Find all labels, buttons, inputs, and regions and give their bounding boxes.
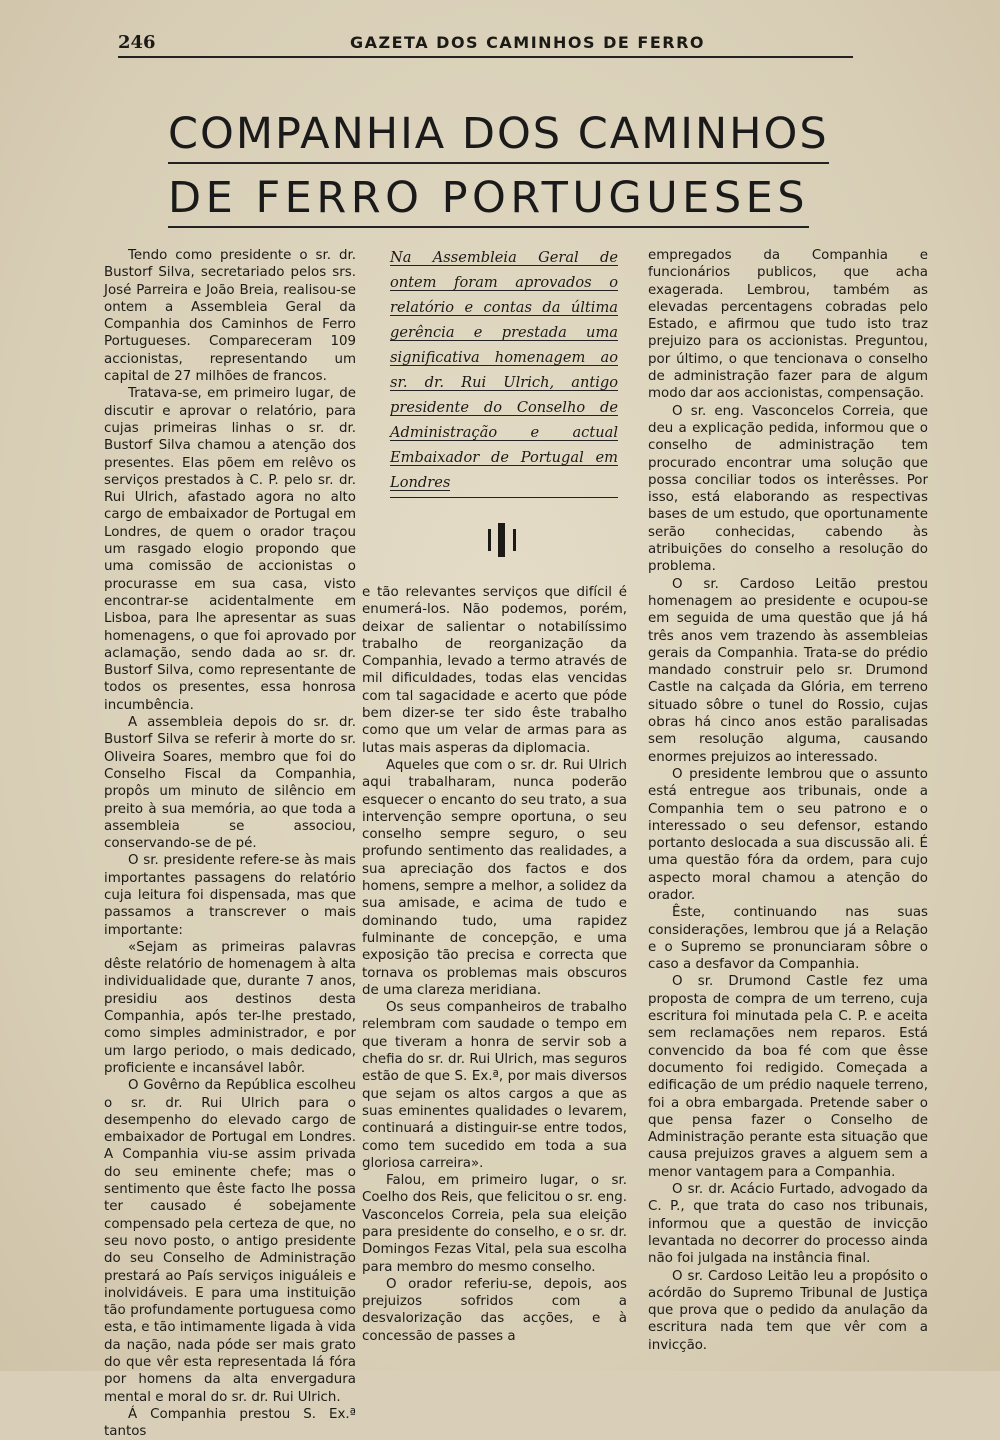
article-headline xyxy=(168,108,858,228)
paragraph: O orador referiu-se, depois, aos prejuizos sofridos com a desvalorização das acções, e à concessão de passes a xyxy=(362,1276,627,1344)
headline-line-2: DE FERRO PORTUGUESES xyxy=(168,172,809,228)
summary-text: Na Assembleia Geral de ontem foram aprovados o relatório e contas da última gerência e prestada uma significativa homenagem ao sr. dr. Rui Ulrich, antigo presidente do Conselho de Administração e actual Embaixador de Portugal em Londres xyxy=(390,249,618,491)
paragraph: O Govêrno da República escolheu o sr. dr. Rui Ulrich para o desempenho do elevado cargo de embaixador de Portugal em Londres. A Companhia viu-se assim privada do seu eminente chefe; mas o sentimento que êste facto lhe possa ter causado é sobejamente compensado pela certeza de que, no seu novo posto, o antigo presidente do seu Conselho de Administração prestará ao País serviços iniguáleis e inolvidáveis. E para uma instituição tão profundamente portuguesa como esta, e tão intimamente ligada à vida da nação, nada póde ser mais grato do que vêr esta representada lá fóra por homens da alta envergadura mental e moral do sr. dr. Rui Ulrich. xyxy=(104,1078,356,1405)
paragraph: O sr. Cardoso Leitão leu a propósito o acórdão do Supremo Tribunal de Justiça que prova que o pedido da anulação da escritura nada tem que vêr com a invicção. xyxy=(648,1268,928,1353)
paragraph: Aqueles que com o sr. dr. Rui Ulrich aqui trabalharam, nunca poderão esquecer o encanto do seu trato, a sua intervenção sempre oportuna, o seu conselho sempre seguro, o seu profundo sentimento das realidades, a sua apreciação dos factos e dos homens, sempre a melhor, a solidez da sua amisade, e acima de tudo e dominando tudo, uma rapidez fulminante de concepção, e uma exposição tão precisa e correcta que tornava os problemas mais obscuros de uma clareza meridiana. xyxy=(362,757,627,998)
article-summary xyxy=(390,245,618,498)
paragraph: O sr. Cardoso Leitão prestou homenagem ao presidente e ocupou-se em seguida de uma questão que já há três anos vem trazendo às assembleias gerais da Companhia. Trata-se do prédio mandado construir pelo sr. Drumond Castle na calçada da Glória, em terreno situado sôbre o tunel do Rossio, cujas obras há cinco anos estão paralisadas sem resolução alguma, causando enormes prejuizos ao interessado. xyxy=(648,576,928,765)
paragraph: O sr. eng. Vasconcelos Correia, que deu a explicação pedida, informou que o conselho de administração tem procurado encontrar uma solução que possa conciliar todos os interêsses. Por isso, está elaborando as respectivas bases de um estudo, que oportunamente serão conhecidas, cabendo às atribuições do conselho a resolução do problema. xyxy=(648,403,928,575)
paragraph: Tratava-se, em primeiro lugar, de discutir e aprovar o relatório, para cujas primeiras linhas o sr. dr. Bustorf Silva chamou a atenção dos presentes. Elas põem em relêvo os serviços prestados à C. P. pelo sr. dr. Rui Ulrich, afastado agora no alto cargo de embaixador de Portugal em Londres, de quem o orador traçou um rasgado elogio propondo que uma comissão de accionistas o procurasse em sua casa, visto encontrar-se acidentalmente em Lisboa, para lhe apresentar as suas homenagens, o que foi aprovado por aclamação, sendo dada ao sr. dr. Bustorf Silva, como representante de todos os presentes, essa honrosa incumbência. xyxy=(104,386,356,713)
paragraph: «Sejam as primeiras palavras dêste relatório de homenagem à alta individualidade que, durante 7 anos, presidiu aos destinos desta Companhia, após ter-lhe prestado, como simples administrador, e por um largo periodo, o mais dedicado, proficiente e incansável labôr. xyxy=(104,939,356,1076)
journal-title: GAZETA DOS CAMINHOS DE FERRO xyxy=(350,33,706,52)
headline-line-1: COMPANHIA DOS CAMINHOS xyxy=(168,108,829,164)
paragraph: O sr. dr. Acácio Furtado, advogado da C. P., que trata do caso nos tribunais, informou que a questão de invicção levantada no decorrer do processo ainda não foi julgada na instância final. xyxy=(648,1182,928,1267)
paragraph: empregados da Companhia e funcionários publicos, que acha exagerada. Lembrou, também as elevadas percentagens cobradas pelo Estado, e afirmou que tudo isto traz prejuizo para os accionistas. Preguntou, por último, o que tencionava o conselho de administração fazer para de algum modo dar aos accionistas, compensação. xyxy=(648,248,928,402)
article-column-right xyxy=(648,247,928,1354)
article-column-middle xyxy=(362,584,627,1345)
article-column-left xyxy=(104,247,356,1440)
paragraph: O sr. Drumond Castle fez uma proposta de compra de um terreno, cuja escritura foi minutada pela C. P. e aceita sem reclamações nem reparos. Está convencido da boa fé com que êsse documento foi redigido. Começada a edificação de um prédio naquele terreno, foi a obra embargada. Pretende saber o que pensa fazer o Conselho de Administração perante esta situação que causa prejuizos graves a alguem sem a menor vantagem para a Companhia. xyxy=(648,974,928,1180)
paragraph: O presidente lembrou que o assunto está entregue aos tribunais, onde a Companhia tem o seu patrono e o interessado o seu defensor, estando portanto deslocada a sua discussão ali. É uma questão fóra da ordem, para cujo aspecto moral chamou a atenção do orador. xyxy=(648,766,928,903)
page-number: 246 xyxy=(118,32,156,53)
paragraph: Tendo como presidente o sr. dr. Bustorf Silva, secretariado pelos srs. José Parreira e João Breia, realisou-se ontem a Assembleia Geral da Companhia dos Caminhos de Ferro Portugueses. Compareceram 109 accionistas, representando um capital de 27 milhões de francos. xyxy=(104,248,356,385)
paragraph: e tão relevantes serviços que difícil é enumerá-los. Não podemos, porém, deixar de salientar o notabilíssimo trabalho de reorganização da Companhia, levado a termo através de mil dificuldades, todas elas vencidas com tal sagacidade e acerto que póde bem dizer-se ter sido êste trabalho como que um velar de armas para as lutas mais asperas da diplomacia. xyxy=(362,585,627,756)
paragraph: A assembleia depois do sr. dr. Bustorf Silva se referir à morte do sr. Oliveira Soares, membro que foi do Conselho Fiscal da Companhia, propôs um minuto de silêncio em preito à sua memória, ao que toda a assembleia se associou, conservando-se de pé. xyxy=(104,715,356,852)
paragraph: Falou, em primeiro lugar, o sr. Coelho dos Reis, que felicitou o sr. eng. Vasconcelos Correia, pela sua eleição para presidente do conselho, e o sr. dr. Domingos Fezas Vital, pela sua escolha para membro do mesmo conselho. xyxy=(362,1173,627,1275)
paragraph: Os seus companheiros de trabalho relembram com saudade o tempo em que tiveram a honra de servir sob a chefia do sr. dr. Rui Ulrich, mas seguros estão de que S. Ex.ª, por mais diversos que sejam os altos cargos a que as suas eminentes qualidades o levarem, continuará a distinguir-se entre todos, como tem sucedido em toda a sua gloriosa carreira». xyxy=(362,1000,627,1171)
section-ornament-icon xyxy=(484,523,520,557)
page-header xyxy=(118,30,853,58)
paragraph: Á Companhia prestou S. Ex.ª tantos xyxy=(104,1406,356,1440)
paragraph: O sr. presidente refere-se às mais importantes passagens do relatório cuja leitura foi dispensada, mas que passamos a transcrever o mais importante: xyxy=(104,853,356,938)
paragraph: Êste, continuando nas suas considerações, lembrou que já a Relação e o Supremo se pronunciaram sôbre o caso a desfavor da Companhia. xyxy=(648,905,928,973)
